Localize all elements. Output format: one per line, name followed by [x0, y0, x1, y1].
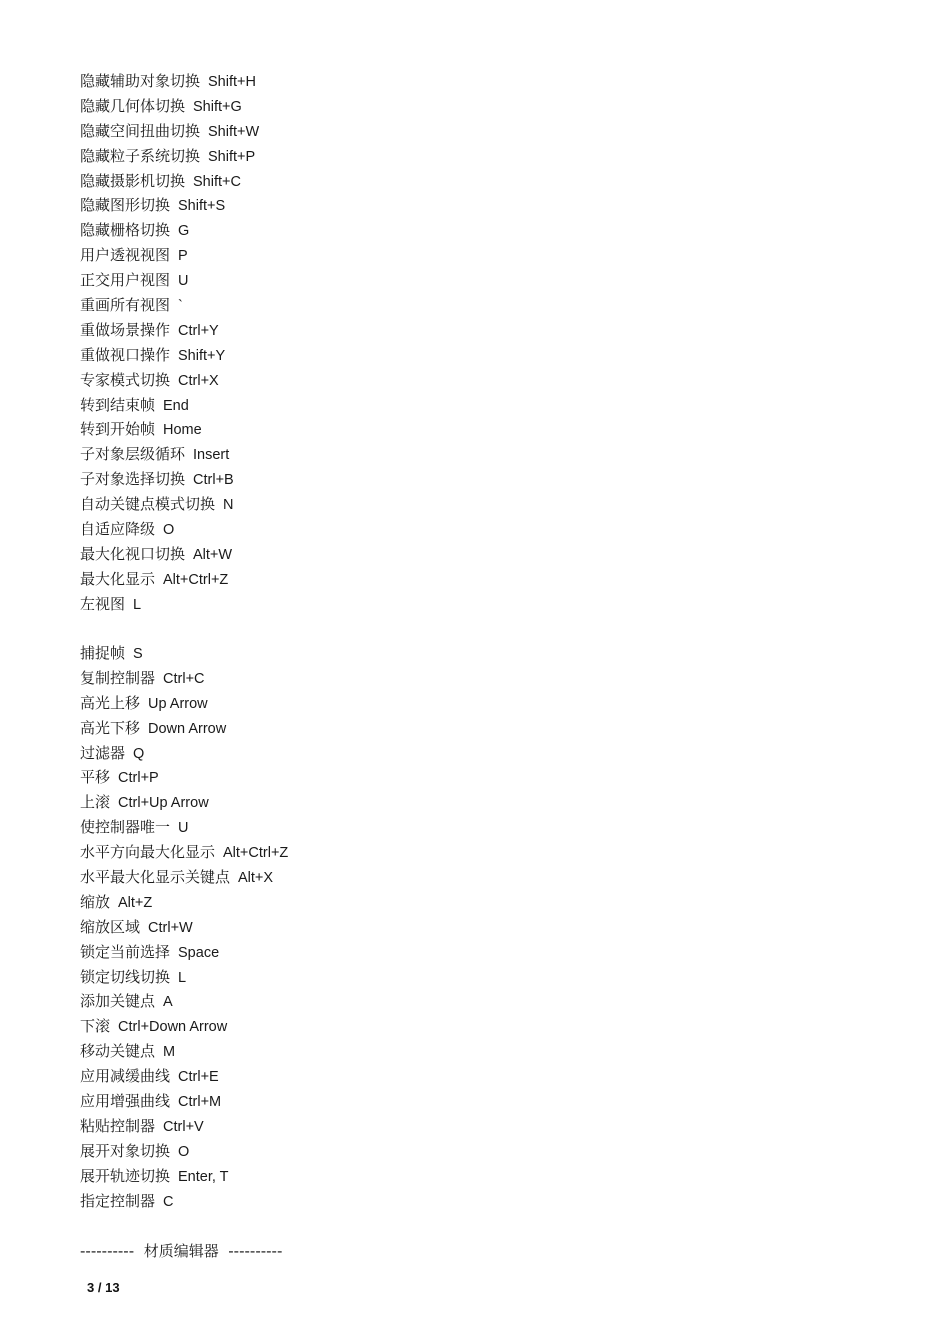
shortcut-item — [80, 1089, 288, 1114]
shortcut-key: Ctrl+W — [148, 919, 193, 936]
shortcut-item — [80, 542, 259, 567]
shortcut-action: 水平最大化显示关键点 — [80, 868, 231, 887]
shortcut-key: Ctrl+Down Arrow — [118, 1019, 228, 1036]
shortcut-action: 下滚 — [80, 1017, 111, 1036]
shortcut-key: C — [163, 1193, 174, 1210]
shortcut-item — [80, 1064, 288, 1089]
shortcut-action: 最大化显示 — [80, 569, 156, 588]
shortcut-action: 隐藏摄影机切换 — [80, 171, 186, 190]
shortcut-item — [80, 1114, 288, 1139]
shortcut-action: 隐藏辅助对象切换 — [80, 72, 201, 90]
shortcut-action: 隐藏图形切换 — [80, 196, 171, 215]
shortcut-key: Alt+X — [238, 870, 274, 887]
shortcut-action: 捕捉帧 — [80, 644, 126, 662]
shortcut-action: 应用减缓曲线 — [80, 1067, 171, 1086]
shortcut-item — [80, 965, 288, 990]
shortcut-item — [80, 144, 259, 169]
shortcut-key: Enter, T — [178, 1168, 229, 1185]
shortcut-item — [80, 1164, 288, 1189]
shortcut-key: P — [178, 248, 188, 265]
shortcut-key: Ctrl+E — [178, 1069, 219, 1086]
shortcut-action: 过滤器 — [80, 743, 126, 762]
shortcut-list-group-2 — [80, 641, 288, 1213]
shortcut-action: 粘贴控制器 — [80, 1116, 156, 1135]
shortcut-action: 自动关键点模式切换 — [80, 495, 216, 514]
shortcut-key: A — [163, 994, 173, 1011]
shortcut-item — [80, 840, 288, 865]
shortcut-key: Ctrl+X — [178, 372, 219, 389]
page-number — [87, 1280, 120, 1295]
shortcut-key: Alt+Ctrl+Z — [223, 845, 289, 862]
shortcut-key: Shift+W — [208, 123, 260, 140]
shortcut-action: 隐藏几何体切换 — [80, 96, 186, 115]
shortcut-key: Shift+G — [193, 98, 242, 115]
shortcut-key: N — [223, 497, 234, 514]
shortcut-action: 展开轨迹切换 — [80, 1166, 171, 1185]
shortcut-key: Ctrl+B — [193, 472, 234, 489]
shortcut-action: 平移 — [80, 768, 111, 787]
shortcut-action: 正交用户视图 — [80, 271, 171, 290]
shortcut-item — [80, 567, 259, 592]
shortcut-item — [80, 691, 288, 716]
shortcut-item — [80, 343, 259, 368]
shortcut-key: Alt+Z — [118, 894, 153, 911]
shortcut-key: Shift+H — [208, 74, 256, 90]
shortcut-key: Shift+Y — [178, 347, 226, 364]
shortcut-item — [80, 989, 288, 1014]
shortcut-item — [80, 442, 259, 467]
shortcut-item — [80, 1039, 288, 1064]
shortcut-action: 展开对象切换 — [80, 1141, 171, 1160]
shortcut-item — [80, 741, 288, 766]
shortcut-item — [80, 243, 259, 268]
shortcut-item — [80, 492, 259, 517]
shortcut-key: O — [178, 1143, 190, 1160]
shortcut-action: 隐藏粒子系统切换 — [80, 146, 201, 165]
shortcut-action: 应用增强曲线 — [80, 1092, 171, 1111]
shortcut-item — [80, 940, 288, 965]
shortcut-action: 重做视口操作 — [80, 345, 171, 364]
section-header — [80, 1239, 282, 1264]
shortcut-item — [80, 169, 259, 194]
shortcut-key: End — [163, 397, 189, 414]
page-number-total: 13 — [105, 1280, 120, 1295]
shortcut-item — [80, 368, 259, 393]
shortcut-key: Ctrl+P — [118, 770, 159, 787]
shortcut-key: L — [178, 969, 187, 986]
shortcut-item — [80, 1139, 288, 1164]
shortcut-action: 缩放 — [80, 892, 111, 911]
page-number-separator: / — [97, 1280, 102, 1295]
shortcut-action: 缩放区域 — [80, 917, 141, 936]
shortcut-action: 自适应降级 — [80, 520, 156, 539]
shortcut-action: 高光下移 — [80, 718, 141, 737]
shortcut-key: Shift+C — [193, 173, 241, 190]
shortcut-key: Down Arrow — [148, 720, 227, 737]
shortcut-item — [80, 318, 259, 343]
shortcut-item — [80, 119, 259, 144]
shortcut-action: 重做场景操作 — [80, 320, 171, 339]
shortcut-key: Ctrl+V — [163, 1118, 204, 1135]
shortcut-item — [80, 915, 288, 940]
section-header-line — [80, 1239, 282, 1264]
shortcut-item — [80, 417, 259, 442]
shortcut-action: 上滚 — [80, 793, 111, 812]
shortcut-key: Alt+Ctrl+Z — [163, 571, 229, 588]
shortcut-action: 专家模式切换 — [80, 370, 171, 389]
shortcut-action: 转到结束帧 — [80, 395, 156, 414]
shortcut-action: 隐藏空间扭曲切换 — [80, 121, 201, 140]
shortcut-action: 指定控制器 — [80, 1191, 156, 1210]
shortcut-key: Home — [163, 422, 202, 439]
shortcut-item — [80, 393, 259, 418]
section-header-title: 材质编辑器 — [143, 1242, 219, 1260]
shortcut-action: 移动关键点 — [80, 1042, 156, 1061]
shortcut-action: 重画所有视图 — [80, 296, 171, 315]
shortcut-key: Alt+W — [193, 546, 233, 563]
shortcut-item — [80, 69, 259, 94]
shortcut-item — [80, 94, 259, 119]
shortcut-key: Ctrl+M — [178, 1094, 222, 1111]
shortcut-action: 水平方向最大化显示 — [80, 843, 216, 862]
shortcut-item — [80, 467, 259, 492]
shortcut-item — [80, 815, 288, 840]
shortcut-key: L — [133, 596, 142, 613]
shortcut-action: 隐藏栅格切换 — [80, 221, 171, 240]
shortcut-action: 锁定当前选择 — [80, 942, 171, 961]
shortcut-key: Q — [133, 745, 145, 762]
shortcut-item — [80, 592, 259, 617]
shortcut-item — [80, 268, 259, 293]
shortcut-key: U — [178, 273, 189, 290]
shortcut-list-group-1 — [80, 69, 259, 617]
shortcut-item — [80, 765, 288, 790]
section-header-left-dashes: ---------- — [80, 1242, 135, 1260]
shortcut-key: Ctrl+Up Arrow — [118, 795, 209, 812]
shortcut-item — [80, 641, 288, 666]
shortcut-item — [80, 1014, 288, 1039]
shortcut-key: U — [178, 820, 189, 837]
shortcut-item — [80, 193, 259, 218]
shortcut-item — [80, 865, 288, 890]
shortcut-key: Ctrl+Y — [178, 322, 219, 339]
shortcut-action: 子对象层级循环 — [80, 445, 186, 464]
shortcut-key: Insert — [193, 447, 230, 464]
shortcut-key: Shift+P — [208, 148, 256, 165]
section-header-right-dashes: ---------- — [228, 1242, 283, 1260]
shortcut-action: 转到开始帧 — [80, 420, 156, 439]
shortcut-key: Ctrl+C — [163, 670, 205, 687]
shortcut-item — [80, 1189, 288, 1214]
shortcut-item — [80, 218, 259, 243]
shortcut-action: 添加关键点 — [80, 992, 156, 1011]
shortcut-key: O — [163, 522, 175, 539]
shortcut-action: 锁定切线切换 — [80, 967, 171, 986]
shortcut-action: 子对象选择切换 — [80, 470, 186, 489]
shortcut-key: G — [178, 223, 190, 240]
shortcut-key: Space — [178, 944, 220, 961]
shortcut-item — [80, 716, 288, 741]
shortcut-item — [80, 666, 288, 691]
page-number-current: 3 — [87, 1280, 95, 1295]
shortcut-key: Up Arrow — [148, 695, 208, 712]
shortcut-action: 左视图 — [80, 594, 126, 613]
shortcut-action: 用户透视视图 — [80, 246, 171, 265]
shortcut-item — [80, 293, 259, 318]
shortcut-action: 高光上移 — [80, 693, 141, 712]
shortcut-key: S — [133, 646, 143, 662]
shortcut-key: M — [163, 1044, 176, 1061]
shortcut-key: Shift+S — [178, 198, 226, 215]
shortcut-action: 复制控制器 — [80, 668, 156, 687]
shortcut-action: 使控制器唯一 — [80, 818, 171, 837]
shortcut-action: 最大化视口切换 — [80, 544, 186, 563]
shortcut-item — [80, 890, 288, 915]
shortcut-item — [80, 517, 259, 542]
shortcut-item — [80, 790, 288, 815]
shortcut-key: ` — [178, 298, 183, 315]
